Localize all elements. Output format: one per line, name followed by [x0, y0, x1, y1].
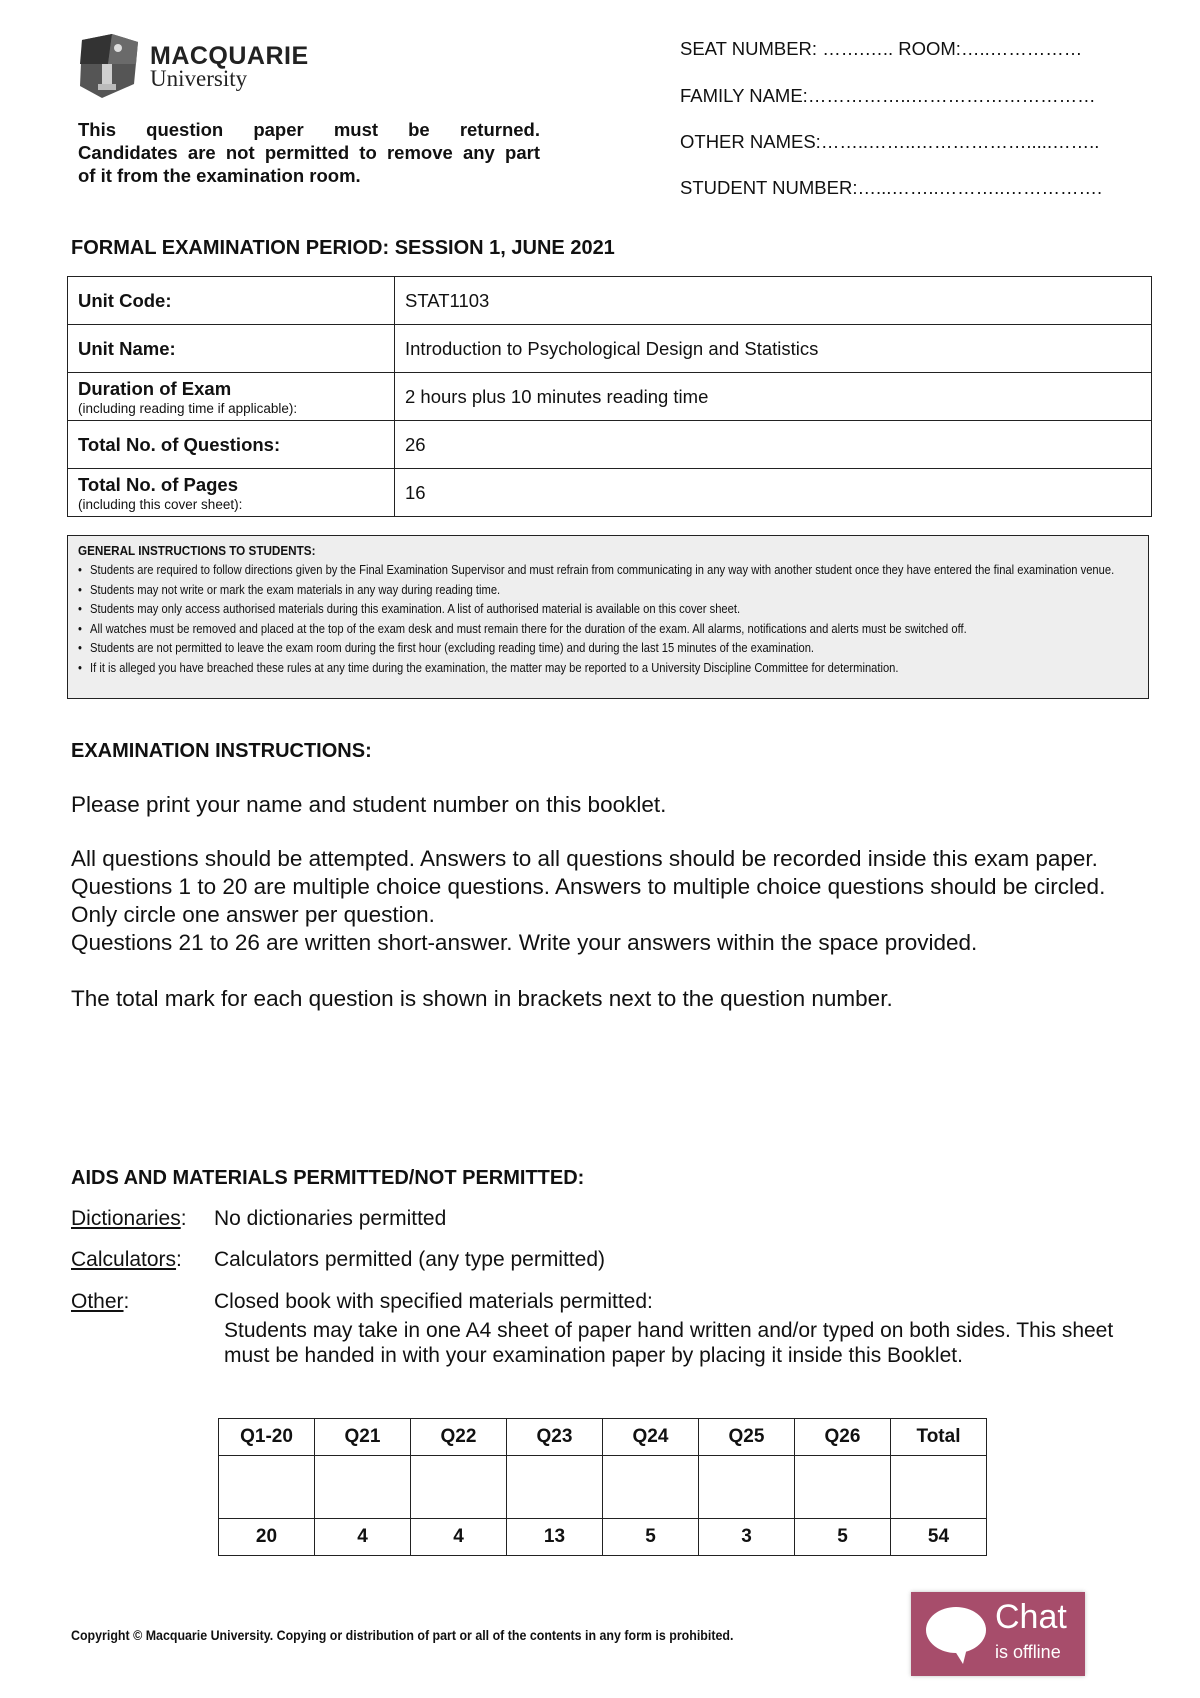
table-row — [68, 469, 1152, 517]
list-item: • Students are required to follow directions given by the Final Examination Supervisor and must refrain from communicating in any way with another student once they have entered the final examination venue. — [78, 560, 1118, 580]
instruction-block — [71, 845, 1151, 1013]
duration-sublabel: (including reading time if applicable): — [78, 400, 298, 416]
family-name-field[interactable]: FAMILY NAME:……………..………………………… — [680, 85, 1096, 106]
other-label: Other — [71, 1290, 124, 1313]
marks-table — [218, 1418, 987, 1556]
general-instructions-title: GENERAL INSTRUCTIONS TO STUDENTS: — [78, 543, 316, 558]
chat-title: Chat — [995, 1598, 1067, 1636]
marks-header: Q23 — [507, 1419, 603, 1456]
marks-entry-cell[interactable] — [507, 1456, 603, 1519]
dictionaries-row: Dictionaries: No dictionaries permitted — [71, 1207, 447, 1230]
marks-total: 13 — [507, 1519, 603, 1556]
university-logo — [78, 34, 318, 104]
chat-bubble-icon — [923, 1604, 989, 1666]
university-crest-icon — [78, 34, 140, 98]
table-row — [68, 325, 1152, 373]
pages-value: 16 — [395, 469, 1152, 517]
marks-entry-cell[interactable] — [699, 1456, 795, 1519]
marks-header: Q22 — [411, 1419, 507, 1456]
student-number-field[interactable]: STUDENT NUMBER:…...……..………..……………. — [680, 177, 1103, 198]
other-row: Other: Closed book with specified materials permitted: — [71, 1290, 653, 1313]
marks-header: Q1-20 — [219, 1419, 315, 1456]
duration-label: Duration of Exam (including reading time if applicable): — [68, 373, 395, 421]
dictionaries-value: No dictionaries permitted — [214, 1207, 447, 1230]
marks-header: Q25 — [699, 1419, 795, 1456]
chat-status: is offline — [995, 1642, 1061, 1662]
table-row — [68, 421, 1152, 469]
marks-entry-cell[interactable] — [315, 1456, 411, 1519]
chat-widget-button[interactable] — [911, 1592, 1085, 1676]
calculators-label: Calculators — [71, 1248, 177, 1271]
marks-total: 5 — [603, 1519, 699, 1556]
marks-header: Q24 — [603, 1419, 699, 1456]
list-item: • Students may only access authorised materials during this examination. A list of authorised material is available on this cover sheet. — [78, 599, 1118, 619]
table-row — [219, 1519, 987, 1556]
general-instructions-box — [67, 535, 1149, 699]
calculators-row: Calculators: Calculators permitted (any type permitted) — [71, 1248, 605, 1271]
list-item: • Students are not permitted to leave the exam room during the first hour (excluding reading time) and during the last 15 minutes of the examination. — [78, 638, 1118, 658]
logo-subname: University — [150, 66, 248, 91]
list-item: • All watches must be removed and placed at the top of the exam desk and must remain there for the duration of the exam. All alarms, notifications and alerts must be switched off. — [78, 619, 1118, 639]
return-note-line: Candidates are not permitted to remove any part — [78, 142, 540, 163]
table-row — [68, 373, 1152, 421]
instruction-paragraph: The total mark for each question is shown in brackets next to the question number. — [71, 986, 893, 1011]
pages-sublabel: (including this cover sheet): — [78, 496, 243, 512]
seat-room-field[interactable]: SEAT NUMBER: …….….. ROOM:…..…………… — [680, 38, 1083, 59]
marks-entry-cell[interactable] — [603, 1456, 699, 1519]
instruction-paragraph: All questions should be attempted. Answers to all questions should be recorded inside this exam paper. — [71, 846, 1098, 871]
other-names-field[interactable]: OTHER NAMES:……..……..……………….....…….. — [680, 131, 1100, 152]
other-detail: Students may take in one A4 sheet of paper hand written and/or typed on both sides. This sheet must be handed in with your examination paper by placing it inside this Booklet. — [224, 1319, 1114, 1367]
exam-period-heading: FORMAL EXAMINATION PERIOD: SESSION 1, JUNE 2021 — [71, 237, 615, 259]
marks-total: 54 — [891, 1519, 987, 1556]
table-row — [219, 1456, 987, 1519]
questions-label: Total No. of Questions: — [68, 421, 395, 469]
other-value: Closed book with specified materials permitted: — [214, 1290, 653, 1313]
unit-name-value: Introduction to Psychological Design and Statistics — [395, 325, 1152, 373]
list-item: • If it is alleged you have breached these rules at any time during the examination, the matter may be reported to a University Discipline Committee for determination. — [78, 658, 1118, 678]
marks-total: 5 — [795, 1519, 891, 1556]
questions-value: 26 — [395, 421, 1152, 469]
marks-header: Q26 — [795, 1419, 891, 1456]
instruction-paragraph: Questions 21 to 26 are written short-answer. Write your answers within the space provided. — [71, 930, 978, 955]
exam-instructions-heading: EXAMINATION INSTRUCTIONS: — [71, 740, 372, 762]
unit-code-value: STAT1103 — [395, 277, 1152, 325]
marks-entry-cell[interactable] — [891, 1456, 987, 1519]
logo-name: MACQUARIE — [150, 42, 309, 70]
return-note — [78, 118, 540, 187]
marks-total: 3 — [699, 1519, 795, 1556]
marks-total: 20 — [219, 1519, 315, 1556]
spacer — [71, 957, 1151, 985]
unit-code-label: Unit Code: — [68, 277, 395, 325]
copyright-notice: Copyright © Macquarie University. Copying or distribution of part or all of the contents in any form is prohibited. — [71, 1628, 734, 1643]
duration-value: 2 hours plus 10 minutes reading time — [395, 373, 1152, 421]
general-instructions-list — [78, 560, 1138, 677]
marks-entry-cell[interactable] — [411, 1456, 507, 1519]
marks-header: Q21 — [315, 1419, 411, 1456]
marks-entry-cell[interactable] — [795, 1456, 891, 1519]
pages-label: Total No. of Pages (including this cover sheet): — [68, 469, 395, 517]
marks-total: 4 — [411, 1519, 507, 1556]
calculators-value: Calculators permitted (any type permitted) — [214, 1248, 605, 1271]
marks-header: Total — [891, 1419, 987, 1456]
marks-total: 4 — [315, 1519, 411, 1556]
unit-details-table — [67, 276, 1152, 517]
table-row — [219, 1419, 987, 1456]
unit-name-label: Unit Name: — [68, 325, 395, 373]
return-note-line: of it from the examination room. — [78, 165, 361, 186]
return-note-line: This question paper must be returned. — [78, 119, 540, 140]
instruction-paragraph: Please print your name and student number on this booklet. — [71, 792, 667, 817]
table-row — [68, 277, 1152, 325]
list-item: • Students may not write or mark the exam materials in any way during reading time. — [78, 580, 1118, 600]
dictionaries-label: Dictionaries — [71, 1207, 181, 1230]
marks-entry-cell[interactable] — [219, 1456, 315, 1519]
instruction-paragraph: Questions 1 to 20 are multiple choice questions. Answers to multiple choice questions should be circled. Only circle one answer per question. — [71, 874, 1106, 927]
aids-heading: AIDS AND MATERIALS PERMITTED/NOT PERMITTED: — [71, 1167, 585, 1189]
